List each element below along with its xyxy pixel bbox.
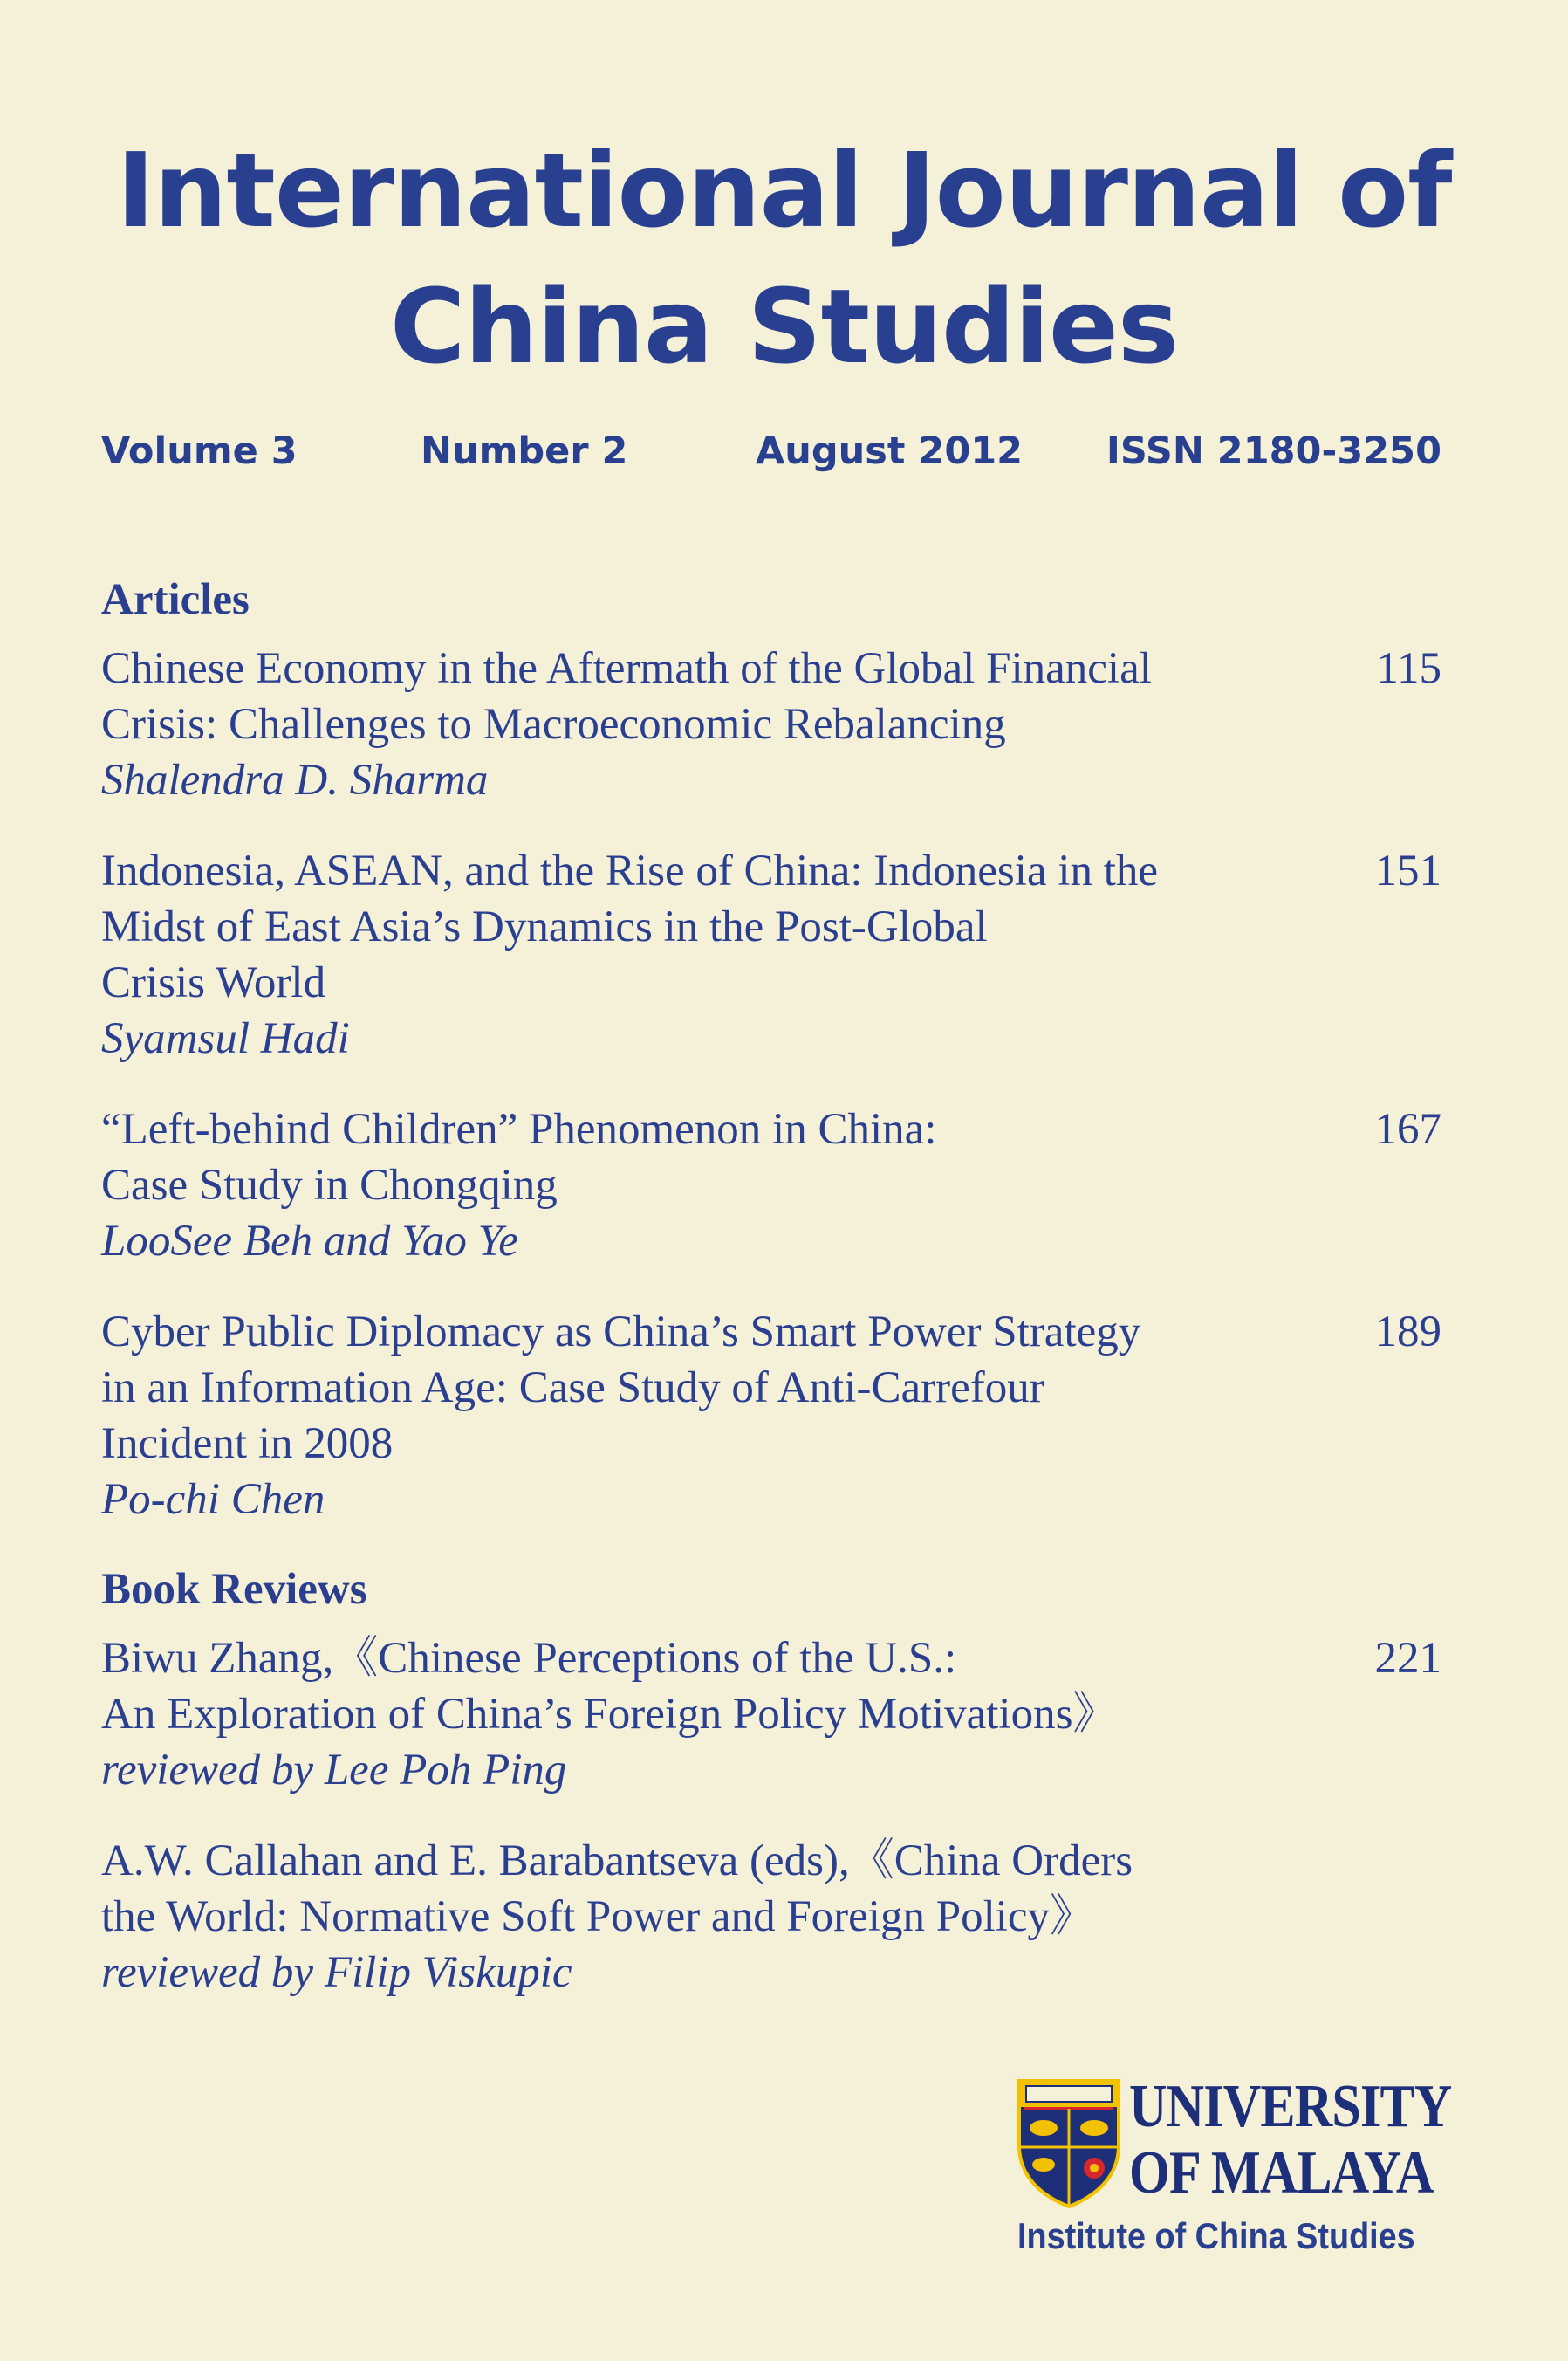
journal-title-line-2: China Studies xyxy=(389,266,1179,387)
journal-title-line-1: International Journal of xyxy=(116,130,1452,251)
article-page-number: 115 xyxy=(1376,644,1441,693)
article-title-line: Indonesia, ASEAN, and the Rise of China: Indonesia in the xyxy=(101,847,1159,896)
article-title-line: Cyber Public Diplomacy as China’s Smart Power Strategy xyxy=(101,1307,1141,1356)
review-title-line: the World: Normative Soft Power and Foreign Policy》 xyxy=(101,1892,1095,1941)
article-page-number: 167 xyxy=(1374,1105,1441,1154)
journal-title xyxy=(0,122,1568,395)
article-title-line: in an Information Age: Case Study of Anti-Carrefour xyxy=(101,1363,1044,1412)
issue-date: August 2012 xyxy=(756,429,1024,473)
article-title-line: Crisis: Challenges to Macroeconomic Rebalancing xyxy=(101,700,1006,749)
issue-info xyxy=(101,429,1441,482)
article-entry[interactable] xyxy=(101,641,1441,808)
issn: ISSN 2180-3250 xyxy=(1106,429,1441,473)
review-title-line: An Exploration of China’s Foreign Policy Motivations》 xyxy=(101,1690,1118,1739)
university-crest-icon xyxy=(1016,2077,1122,2208)
article-title-line: “Left-behind Children” Phenomenon in China: xyxy=(101,1105,937,1154)
review-page-number: 221 xyxy=(1374,1634,1441,1683)
review-reviewer: reviewed by Lee Poh Ping xyxy=(101,1746,567,1795)
institute-name: Institute of China Studies xyxy=(1017,2215,1415,2256)
review-reviewer: reviewed by Filip Viskupic xyxy=(101,1948,572,1997)
university-name-line-2: OF MALAYA xyxy=(1129,2139,1434,2207)
article-author: LooSee Beh and Yao Ye xyxy=(101,1217,518,1266)
review-title-line: A.W. Callahan and E. Barabantseva (eds),《China Orders xyxy=(101,1836,1133,1885)
university-name xyxy=(1129,2074,1451,2207)
article-entry[interactable] xyxy=(101,843,1441,1067)
article-title-line: Case Study in Chongqing xyxy=(101,1161,558,1210)
article-entry[interactable] xyxy=(101,1304,1441,1527)
review-entry[interactable] xyxy=(101,1833,1441,2001)
university-name-line-1: UNIVERSITY xyxy=(1129,2073,1452,2140)
article-author: Shalendra D. Sharma xyxy=(101,756,489,805)
article-author: Syamsul Hadi xyxy=(101,1014,350,1063)
article-title-line: Crisis World xyxy=(101,958,326,1007)
article-title-line: Incident in 2008 xyxy=(101,1419,394,1468)
article-page-number: 189 xyxy=(1374,1307,1441,1356)
article-title-line: Midst of East Asia’s Dynamics in the Post-Global xyxy=(101,903,988,951)
article-author: Po-chi Chen xyxy=(101,1475,325,1524)
book-reviews-heading: Book Reviews xyxy=(101,1565,367,1614)
articles-heading: Articles xyxy=(101,575,250,624)
university-logo xyxy=(1016,2073,1452,2256)
article-page-number: 151 xyxy=(1374,847,1441,896)
article-title-line: Chinese Economy in the Aftermath of the Global Financial xyxy=(101,644,1152,693)
review-title-line: Biwu Zhang,《Chinese Perceptions of the U.S.: xyxy=(101,1634,957,1683)
review-entry[interactable] xyxy=(101,1630,1441,1798)
article-entry[interactable] xyxy=(101,1102,1441,1269)
volume: Volume 3 xyxy=(101,429,298,473)
issue-number: Number 2 xyxy=(421,429,628,473)
